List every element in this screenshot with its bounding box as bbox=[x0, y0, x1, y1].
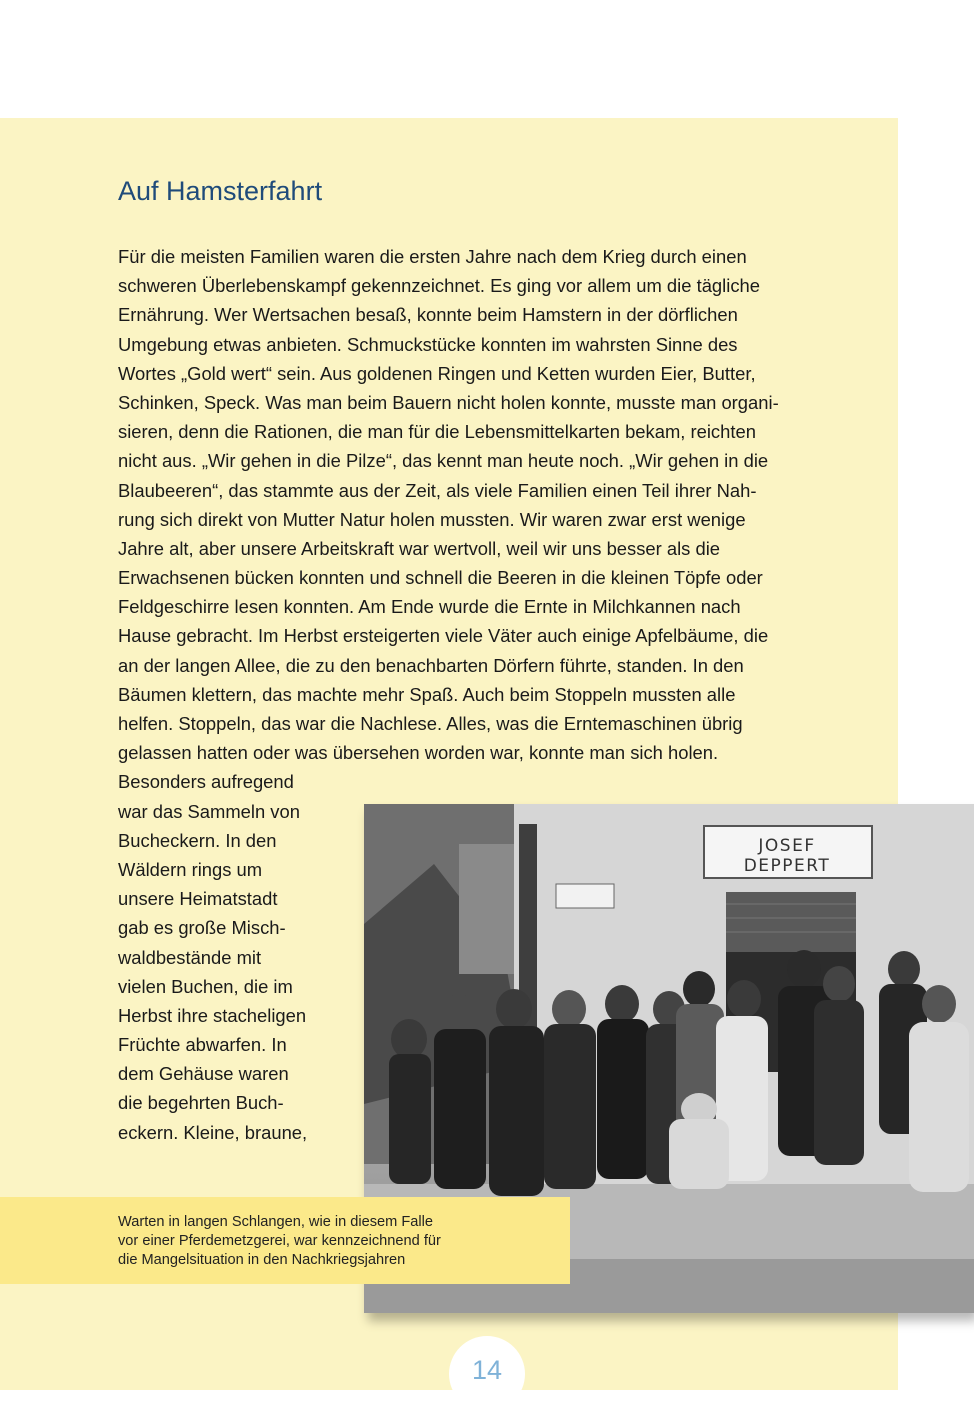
body-line: vielen Buchen, die im bbox=[118, 975, 293, 997]
body-line: gab es große Misch- bbox=[118, 917, 286, 939]
body-line: dem Gehäuse waren bbox=[118, 1063, 289, 1085]
body-line: Ernährung. Wer Wertsachen besaß, konnte beim Hamstern in der dörflichen bbox=[118, 304, 738, 326]
photo-caption bbox=[0, 1197, 570, 1284]
body-line: Hause gebracht. Im Herbst ersteigerten viele Väter auch einige Apfelbäume, die bbox=[118, 625, 769, 647]
page-title: Auf Hamsterfahrt bbox=[118, 176, 323, 206]
body-line: Umgebung etwas anbieten. Schmuckstücke konnten im wahrsten Sinne des bbox=[118, 333, 738, 355]
body-line: unsere Heimatstadt bbox=[118, 888, 278, 910]
body-line: Für die meisten Familien waren die ersten Jahre nach dem Krieg durch einen bbox=[118, 246, 747, 267]
body-line: war das Sammeln von bbox=[118, 800, 300, 822]
body-line: waldbestände mit bbox=[118, 946, 262, 968]
body-line: Bucheckern. In den bbox=[118, 829, 277, 851]
body-line: rung sich direkt von Mutter Natur holen mussten. Wir waren zwar erst wenige bbox=[118, 508, 746, 530]
caption-line: vor einer Pferdemetzgerei, war kennzeichnend für bbox=[118, 1233, 441, 1249]
body-line: Blaubeeren“, das stammte aus der Zeit, als viele Familien einen Teil ihrer Nah- bbox=[118, 479, 757, 501]
body-line: Wäldern rings um bbox=[118, 858, 263, 880]
body-line: Früchte abwarfen. In bbox=[118, 1034, 287, 1056]
roller-shutter bbox=[726, 892, 856, 952]
body-line: Erwachsenen bücken konnten und schnell die Beeren in die kleinen Töpfe oder bbox=[118, 567, 763, 589]
body-line: eckern. Kleine, braune, bbox=[118, 1121, 308, 1143]
caption-line: die Mangelsituation in den Nachkriegsjahren bbox=[118, 1252, 406, 1268]
body-line: sieren, denn die Rationen, die man für die Lebensmittelkarten bekam, reichten bbox=[118, 421, 756, 443]
body-line: die begehrten Buch- bbox=[118, 1092, 284, 1114]
building-wall bbox=[459, 844, 519, 974]
body-line: Feldgeschirre lesen konnten. Am Ende wurde die Ernte in Milchkannen nach bbox=[118, 596, 741, 618]
body-line: Besonders aufregend bbox=[118, 771, 294, 793]
body-line: schweren Überlebenskampf gekennzeichnet. Es ging vor allem um die tägliche bbox=[118, 275, 760, 297]
body-line: nicht aus. „Wir gehen in die Pilze“, das kennt man heute noch. „Wir gehen in die bbox=[118, 450, 769, 472]
body-line: Schinken, Speck. Was man beim Bauern nicht holen konnte, musste man organi- bbox=[118, 391, 779, 413]
street-sign bbox=[556, 884, 614, 908]
body-line: Wortes „Gold wert“ sein. Aus goldenen Ringen und Ketten wurden Eier, Butter, bbox=[118, 362, 756, 384]
body-line: gelassen hatten oder was übersehen worden war, konnte man sich holen. bbox=[118, 742, 719, 764]
caption-line: Warten in langen Schlangen, wie in diesem Falle bbox=[118, 1214, 434, 1230]
body-line: an der langen Allee, die zu den benachbarten Dörfern führte, standen. In den bbox=[118, 654, 744, 676]
body-line: Herbst ihre stacheligen bbox=[118, 1004, 307, 1026]
body-line: helfen. Stoppeln, das war die Nachlese. Alles, was die Erntemaschinen übrig bbox=[118, 713, 743, 734]
shop-sign-text: JOSEF DEPPERT bbox=[743, 836, 831, 876]
body-line: Jahre alt, aber unsere Arbeitskraft war wertvoll, weil wir uns besser als die bbox=[118, 537, 721, 559]
body-line: Bäumen klettern, das machte mehr Spaß. Auch beim Stoppeln mussten alle bbox=[118, 683, 736, 705]
page-number: 14 bbox=[471, 1355, 503, 1385]
